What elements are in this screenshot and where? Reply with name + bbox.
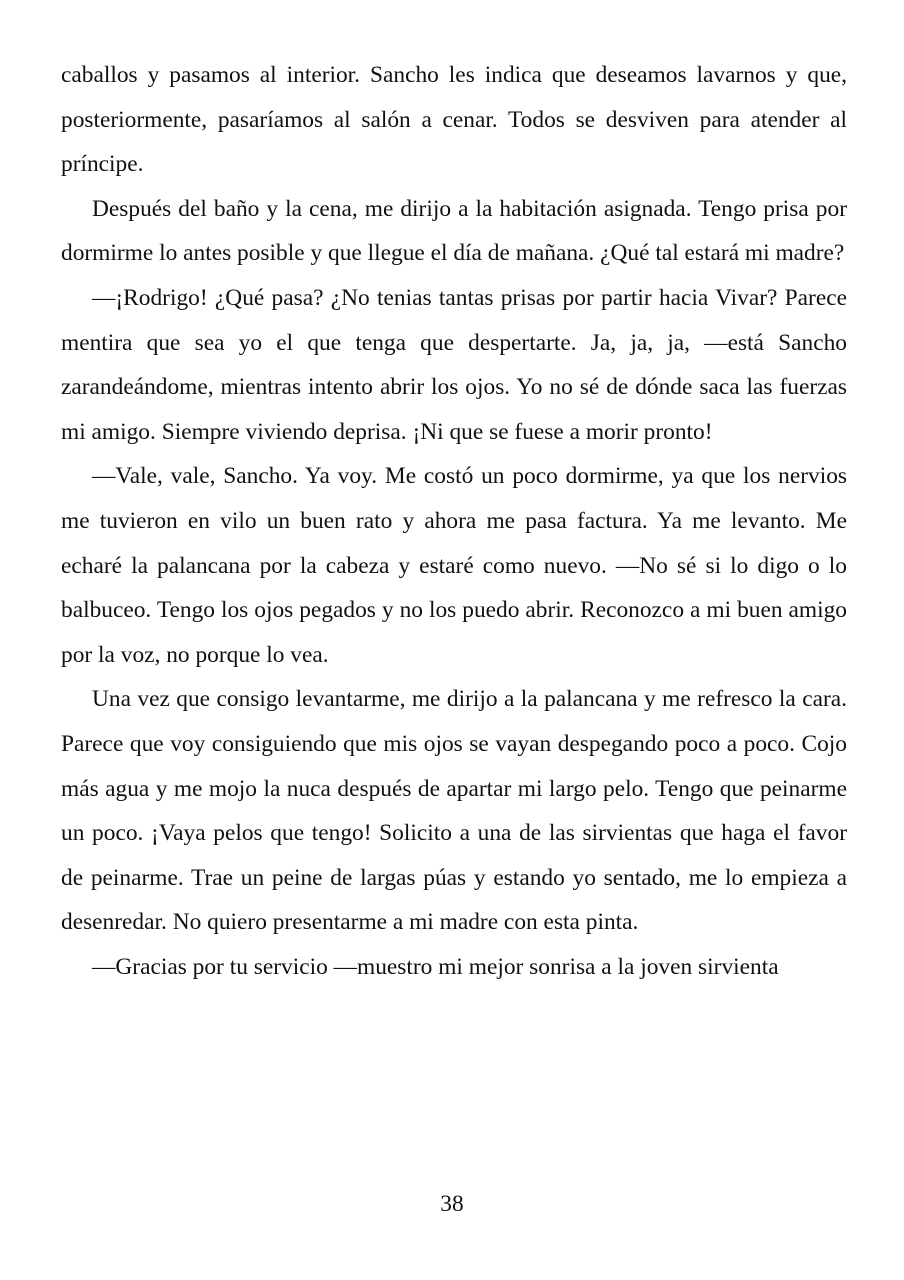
paragraph-1: caballos y pasamos al interior. Sancho les indica que deseamos lavarnos y que, posteriormente, pasaríamos al salón a cenar. Todos se desviven para atender al príncipe. bbox=[61, 62, 847, 178]
paragraph-4: —Vale, vale, Sancho. Ya voy. Me costó un poco dormirme, ya que los nervios me tuvieron en vilo un buen rato y ahora me pasa factura. Ya me levanto. Me echaré la palancana por la cabeza y estaré como nuevo. —No sé si lo digo o lo balbuceo. Tengo los ojos pegados y no los puedo abrir. Reconozco a mi buen amigo por la voz, no porque lo vea. bbox=[61, 463, 847, 668]
paragraph-6: —Gracias por tu servicio —muestro mi mejor sonrisa a la joven sirvienta bbox=[92, 953, 779, 980]
page-body bbox=[61, 53, 847, 989]
page-number: 38 bbox=[440, 1191, 464, 1217]
paragraph-3: —¡Rodrigo! ¿Qué pasa? ¿No tenias tantas prisas por partir hacia Vivar? Parece mentira que sea yo el que tenga que despertarte. Ja, ja, ja, —está Sancho zarandeándome, mientras intento abrir los ojos. Yo no sé de dónde saca las fuerzas mi amigo. Siempre viviendo deprisa. ¡Ni que se fuese a morir pronto! bbox=[61, 284, 847, 445]
paragraph-5: Una vez que consigo levantarme, me dirijo a la palancana y me refresco la cara. Parece que voy consiguiendo que mis ojos se vayan despegando poco a poco. Cojo más agua y me mojo la nuca después de apartar mi largo pelo. Tengo que peinarme un poco. ¡Vaya pelos que tengo! Solicito a una de las sirvientas que haga el favor de peinarme. Trae un peine de largas púas y estando yo sentado, me lo empieza a desenredar. No quiero presentarme a mi madre con esta pinta. bbox=[61, 686, 847, 936]
paragraph-2: Después del baño y la cena, me dirijo a la habitación asignada. Tengo prisa por dormirme lo antes posible y que llegue el día de mañana. ¿Qué tal estará mi madre? bbox=[61, 195, 847, 267]
